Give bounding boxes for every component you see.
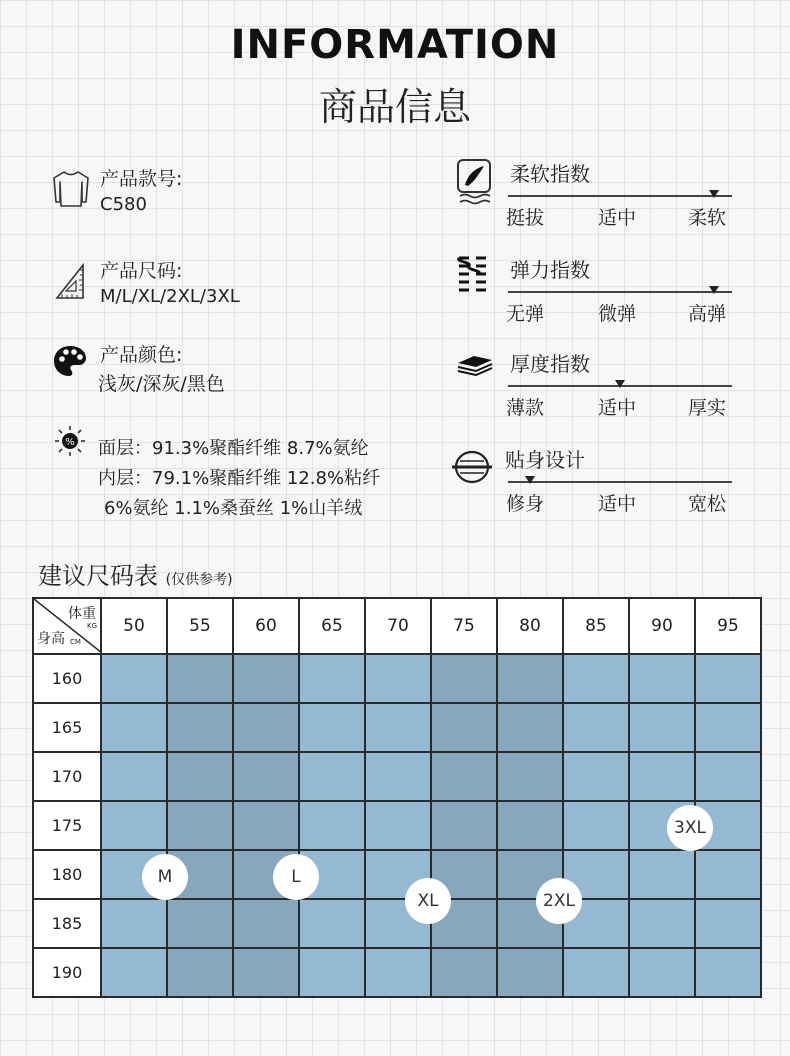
size-cell [167,654,233,703]
index-title: 厚度指数 [510,352,590,376]
weight-header: 75 [431,598,497,654]
height-header: 160 [33,654,101,703]
size-cell [629,850,695,899]
index-scale-label: 高弹 [688,303,727,325]
size-badge-l: L [273,854,319,900]
size-cell [497,703,563,752]
table-row [33,801,761,850]
index-level-marker [615,380,625,388]
size-cell [431,752,497,801]
height-header: 175 [33,801,101,850]
size-cell [563,948,629,997]
size-cell [233,654,299,703]
size-cell [563,752,629,801]
svg-text:%: % [65,437,75,448]
index-scale-label: 柔软 [688,207,727,229]
palette-icon [52,344,88,382]
height-header: 180 [33,850,101,899]
weight-header: 80 [497,598,563,654]
size-cell [167,752,233,801]
fabric-line-3: 6%氨纶 1.1%桑蚕丝 1%山羊绒 [104,498,363,519]
size-badge-xl: XL [405,878,451,924]
size-cell [629,752,695,801]
table-corner [33,598,101,654]
size-cell [299,899,365,948]
index-level-marker [525,476,535,484]
index-scale-label: 微弹 [598,303,637,325]
size-cell [233,703,299,752]
weight-header: 95 [695,598,761,654]
weight-unit: KG [86,622,97,630]
index-scale-label: 适中 [598,397,637,419]
fabric-percent-icon [53,424,87,462]
index-level-marker [709,286,719,294]
height-unit: CM [70,638,81,646]
size-table [32,597,762,998]
size-cell [167,801,233,850]
size-value: M/L/XL/2XL/3XL [100,286,240,307]
size-cell [563,654,629,703]
size-chart-note: (仅供参考) [165,572,233,588]
index-title: 贴身设计 [505,448,585,472]
size-cell [695,948,761,997]
size-badge-3xl: 3XL [667,805,713,851]
index-scale-label: 宽松 [688,493,727,515]
size-cell [101,899,167,948]
height-header: 170 [33,752,101,801]
size-cell [695,752,761,801]
size-cell [167,948,233,997]
table-row [33,899,761,948]
ruler-triangle-icon [54,262,86,304]
size-cell [101,801,167,850]
weight-header: 90 [629,598,695,654]
size-label: 产品尺码: [100,260,183,282]
index-scale-line [508,291,732,293]
size-cell [497,801,563,850]
size-cell [695,850,761,899]
size-cell [497,654,563,703]
index-scale-label: 适中 [598,207,637,229]
size-cell [101,752,167,801]
index-scale-label: 无弹 [506,303,545,325]
size-cell [497,752,563,801]
size-cell [233,948,299,997]
size-cell [365,752,431,801]
title-en: INFORMATION [230,22,560,68]
size-cell [563,703,629,752]
size-cell [629,899,695,948]
size-badge-m: M [142,854,188,900]
index-scale-label: 修身 [506,493,545,515]
weight-label: 体重 [68,606,96,622]
model-value: C580 [100,194,147,215]
waist-icon [452,450,492,488]
size-cell [497,948,563,997]
size-cell [167,703,233,752]
size-cell [233,801,299,850]
height-header: 165 [33,703,101,752]
size-cell [299,801,365,850]
size-cell [431,948,497,997]
model-label: 产品款号: [100,168,183,190]
fabric-line-1: 面层：91.3%聚酯纤维 8.7%氨纶 [98,438,369,459]
height-header: 190 [33,948,101,997]
size-cell [695,899,761,948]
table-row [33,654,761,703]
weight-header: 70 [365,598,431,654]
size-cell [299,703,365,752]
size-cell [629,654,695,703]
size-cell [101,948,167,997]
shirt-icon [50,168,92,214]
size-cell [365,801,431,850]
size-cell [233,899,299,948]
height-label: 身高 [37,631,65,647]
size-cell [299,948,365,997]
size-cell [299,654,365,703]
size-cell [629,948,695,997]
size-cell [365,703,431,752]
color-value: 浅灰/深灰/黑色 [98,373,225,395]
size-cell [695,654,761,703]
size-cell [299,752,365,801]
table-row [33,752,761,801]
size-cell [563,801,629,850]
index-scale-label: 挺拔 [506,207,545,229]
size-cell [101,654,167,703]
index-scale-line [508,195,732,197]
index-scale-label: 薄款 [506,397,545,419]
feather-icon [456,158,492,210]
size-cell [365,948,431,997]
index-level-marker [709,190,719,198]
size-cell [629,703,695,752]
index-scale-line [508,481,732,483]
layers-icon [456,354,494,380]
index-scale-label: 适中 [598,493,637,515]
size-cell [233,752,299,801]
weight-header: 65 [299,598,365,654]
weight-header: 60 [233,598,299,654]
weight-header: 85 [563,598,629,654]
size-cell [431,654,497,703]
index-title: 柔软指数 [510,162,590,186]
spring-icon [456,254,494,302]
size-cell [431,801,497,850]
size-cell [431,703,497,752]
title-cn: 商品信息 [318,85,471,129]
index-scale-label: 厚实 [688,397,727,419]
size-badge-2xl: 2XL [536,878,582,924]
size-cell [365,654,431,703]
height-header: 185 [33,899,101,948]
color-label: 产品颜色: [100,344,183,366]
table-row [33,703,761,752]
index-title: 弹力指数 [510,258,590,282]
size-cell [695,703,761,752]
table-row [33,948,761,997]
size-chart-title: 建议尺码表 (仅供参考) [38,562,233,590]
size-cell [167,899,233,948]
weight-header: 50 [101,598,167,654]
weight-header: 55 [167,598,233,654]
size-cell [101,703,167,752]
fabric-line-2: 内层：79.1%聚酯纤维 12.8%粘纤 [98,468,381,489]
